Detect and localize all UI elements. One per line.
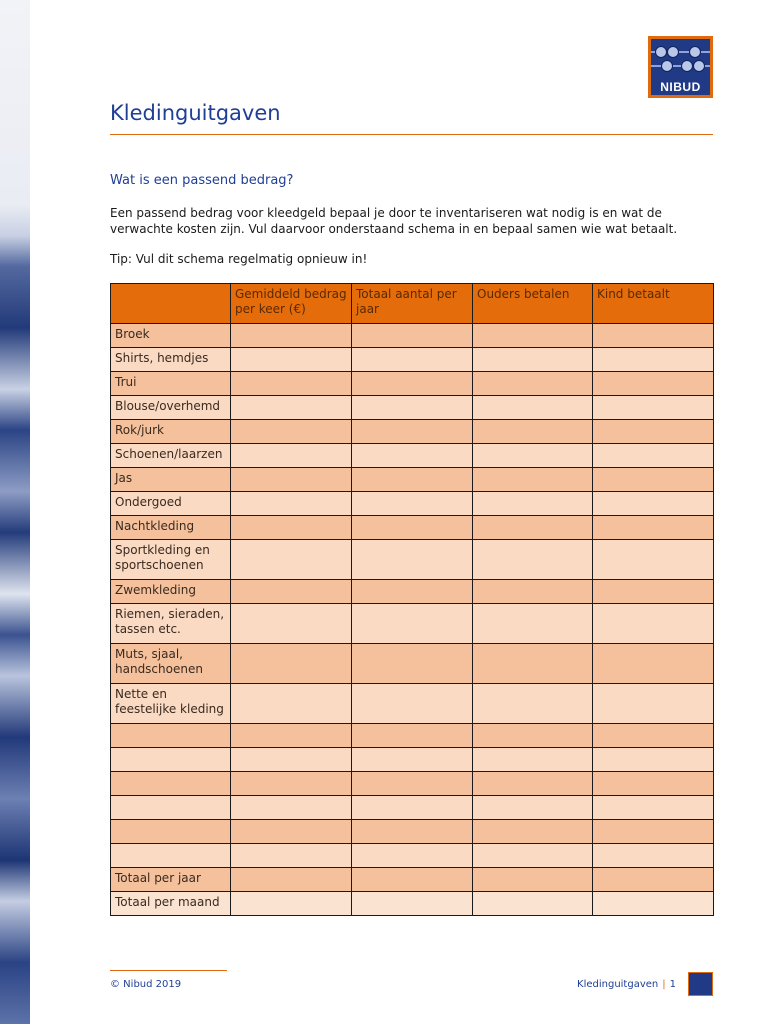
- input-cell[interactable]: [473, 468, 593, 492]
- row-label[interactable]: [111, 796, 231, 820]
- input-cell[interactable]: [231, 420, 352, 444]
- input-cell[interactable]: [593, 540, 714, 580]
- input-cell[interactable]: [352, 724, 473, 748]
- input-cell[interactable]: [231, 444, 352, 468]
- input-cell[interactable]: [231, 540, 352, 580]
- row-label: Jas: [111, 468, 231, 492]
- input-cell[interactable]: [593, 644, 714, 684]
- header-cell-total-per-year: Totaal aantal per jaar: [352, 284, 473, 324]
- table-row: [111, 772, 714, 796]
- input-cell[interactable]: [352, 348, 473, 372]
- input-cell[interactable]: [352, 372, 473, 396]
- row-label[interactable]: [111, 772, 231, 796]
- input-cell[interactable]: [231, 348, 352, 372]
- row-label: Ondergoed: [111, 492, 231, 516]
- intro-paragraph: Een passend bedrag voor kleedgeld bepaal je door te inventariseren wat nodig is en wat de verwachte kosten zijn. Vul daarvoor onderstaand schema in en bepaal samen wie wat betaalt.: [110, 206, 678, 236]
- table-row: [111, 468, 714, 492]
- input-cell[interactable]: [231, 724, 352, 748]
- input-cell[interactable]: [231, 516, 352, 540]
- input-cell[interactable]: [593, 772, 714, 796]
- table-row: [111, 420, 714, 444]
- footer-doc-name: Kledinguitgaven: [577, 979, 659, 990]
- input-cell[interactable]: [231, 324, 352, 348]
- input-cell[interactable]: [593, 492, 714, 516]
- input-cell[interactable]: [593, 468, 714, 492]
- row-label: Rok/jurk: [111, 420, 231, 444]
- table-row: [111, 684, 714, 724]
- input-cell[interactable]: [352, 892, 473, 916]
- input-cell[interactable]: [231, 372, 352, 396]
- input-cell[interactable]: [473, 796, 593, 820]
- row-label: Zwemkleding: [111, 580, 231, 604]
- row-label: Sportkleding en sportschoenen: [111, 540, 231, 580]
- input-cell[interactable]: [231, 772, 352, 796]
- row-label: Blouse/overhemd: [111, 396, 231, 420]
- tip-text: Tip: Vul dit schema regelmatig opnieuw in!: [110, 252, 368, 266]
- input-cell[interactable]: [473, 372, 593, 396]
- input-cell[interactable]: [473, 604, 593, 644]
- footer-logo-icon: [688, 972, 713, 996]
- input-cell[interactable]: [473, 348, 593, 372]
- input-cell[interactable]: [352, 644, 473, 684]
- input-cell[interactable]: [352, 540, 473, 580]
- input-cell[interactable]: [473, 580, 593, 604]
- input-cell[interactable]: [352, 492, 473, 516]
- input-cell[interactable]: [352, 684, 473, 724]
- row-label[interactable]: [111, 748, 231, 772]
- table-row: [111, 492, 714, 516]
- table-row: [111, 540, 714, 580]
- table-row: [111, 604, 714, 644]
- input-cell[interactable]: [352, 844, 473, 868]
- logo-text: NIBUD: [660, 80, 701, 94]
- input-cell[interactable]: [473, 892, 593, 916]
- input-cell[interactable]: [352, 868, 473, 892]
- input-cell[interactable]: [231, 644, 352, 684]
- input-cell[interactable]: [352, 420, 473, 444]
- input-cell[interactable]: [593, 396, 714, 420]
- input-cell[interactable]: [473, 724, 593, 748]
- input-cell[interactable]: [593, 796, 714, 820]
- input-cell[interactable]: [231, 796, 352, 820]
- table-row: [111, 348, 714, 372]
- input-cell[interactable]: [473, 820, 593, 844]
- page-title: Kledinguitgaven: [110, 101, 281, 125]
- row-label[interactable]: [111, 844, 231, 868]
- input-cell[interactable]: [231, 492, 352, 516]
- row-label[interactable]: [111, 724, 231, 748]
- footer-divider: [110, 970, 227, 971]
- table-row: [111, 724, 714, 748]
- table-row: [111, 644, 714, 684]
- table-row: [111, 516, 714, 540]
- table-row: [111, 796, 714, 820]
- row-label: Schoenen/laarzen: [111, 444, 231, 468]
- header-cell-average-amount: Gemiddeld bedrag per keer (€): [231, 284, 352, 324]
- section-heading: Wat is een passend bedrag?: [110, 173, 294, 188]
- input-cell[interactable]: [352, 796, 473, 820]
- input-cell[interactable]: [593, 372, 714, 396]
- input-cell[interactable]: [231, 604, 352, 644]
- row-label: Totaal per jaar: [111, 868, 231, 892]
- footer-page-number: 1: [669, 979, 676, 990]
- input-cell[interactable]: [473, 772, 593, 796]
- table-row: [111, 820, 714, 844]
- input-cell[interactable]: [593, 580, 714, 604]
- input-cell[interactable]: [352, 820, 473, 844]
- row-label: Riemen, sieraden, tassen etc.: [111, 604, 231, 644]
- input-cell[interactable]: [473, 444, 593, 468]
- input-cell[interactable]: [352, 580, 473, 604]
- title-divider: [110, 134, 713, 135]
- table-row: [111, 580, 714, 604]
- input-cell[interactable]: [231, 684, 352, 724]
- input-cell[interactable]: [231, 396, 352, 420]
- input-cell[interactable]: [593, 684, 714, 724]
- input-cell[interactable]: [593, 444, 714, 468]
- total-per-year-row: [111, 868, 714, 892]
- table-row: [111, 372, 714, 396]
- input-cell[interactable]: [593, 348, 714, 372]
- footer-copyright: © Nibud 2019: [110, 979, 182, 990]
- input-cell[interactable]: [593, 604, 714, 644]
- input-cell[interactable]: [473, 396, 593, 420]
- input-cell[interactable]: [473, 492, 593, 516]
- input-cell[interactable]: [593, 324, 714, 348]
- input-cell[interactable]: [593, 516, 714, 540]
- input-cell[interactable]: [473, 868, 593, 892]
- footer-separator: |: [662, 979, 666, 990]
- row-label: Shirts, hemdjes: [111, 348, 231, 372]
- input-cell[interactable]: [352, 396, 473, 420]
- footer-page-info: [577, 979, 676, 990]
- table-row: [111, 444, 714, 468]
- input-cell[interactable]: [593, 868, 714, 892]
- input-cell[interactable]: [352, 444, 473, 468]
- input-cell[interactable]: [473, 844, 593, 868]
- input-cell[interactable]: [352, 324, 473, 348]
- decorative-side-photo: [0, 0, 30, 1024]
- row-label: Totaal per maand: [111, 892, 231, 916]
- input-cell[interactable]: [473, 540, 593, 580]
- input-cell[interactable]: [231, 580, 352, 604]
- input-cell[interactable]: [593, 724, 714, 748]
- row-label: Broek: [111, 324, 231, 348]
- clothing-expense-table: [110, 283, 714, 916]
- total-per-month-row: [111, 892, 714, 916]
- input-cell[interactable]: [352, 604, 473, 644]
- input-cell[interactable]: [231, 748, 352, 772]
- table-row: [111, 324, 714, 348]
- table-row: [111, 748, 714, 772]
- input-cell[interactable]: [352, 748, 473, 772]
- input-cell[interactable]: [473, 684, 593, 724]
- input-cell[interactable]: [231, 868, 352, 892]
- nibud-logo: [648, 36, 713, 98]
- table-header-row: [111, 284, 714, 324]
- input-cell[interactable]: [352, 772, 473, 796]
- input-cell[interactable]: [352, 516, 473, 540]
- input-cell[interactable]: [231, 820, 352, 844]
- table-row: [111, 396, 714, 420]
- header-cell-child-pays: Kind betaalt: [593, 284, 714, 324]
- input-cell[interactable]: [352, 468, 473, 492]
- row-label: Muts, sjaal, handschoenen: [111, 644, 231, 684]
- input-cell[interactable]: [473, 420, 593, 444]
- input-cell[interactable]: [473, 644, 593, 684]
- table-row: [111, 844, 714, 868]
- input-cell[interactable]: [593, 892, 714, 916]
- row-label: Nachtkleding: [111, 516, 231, 540]
- input-cell[interactable]: [593, 844, 714, 868]
- input-cell[interactable]: [593, 420, 714, 444]
- header-cell-parents-pay: Ouders betalen: [473, 284, 593, 324]
- input-cell[interactable]: [231, 844, 352, 868]
- input-cell[interactable]: [473, 516, 593, 540]
- row-label: Trui: [111, 372, 231, 396]
- row-label[interactable]: [111, 820, 231, 844]
- header-cell-category: [111, 284, 231, 324]
- input-cell[interactable]: [231, 892, 352, 916]
- input-cell[interactable]: [593, 748, 714, 772]
- input-cell[interactable]: [473, 748, 593, 772]
- row-label: Nette en feestelijke kleding: [111, 684, 231, 724]
- input-cell[interactable]: [593, 820, 714, 844]
- input-cell[interactable]: [473, 324, 593, 348]
- input-cell[interactable]: [231, 468, 352, 492]
